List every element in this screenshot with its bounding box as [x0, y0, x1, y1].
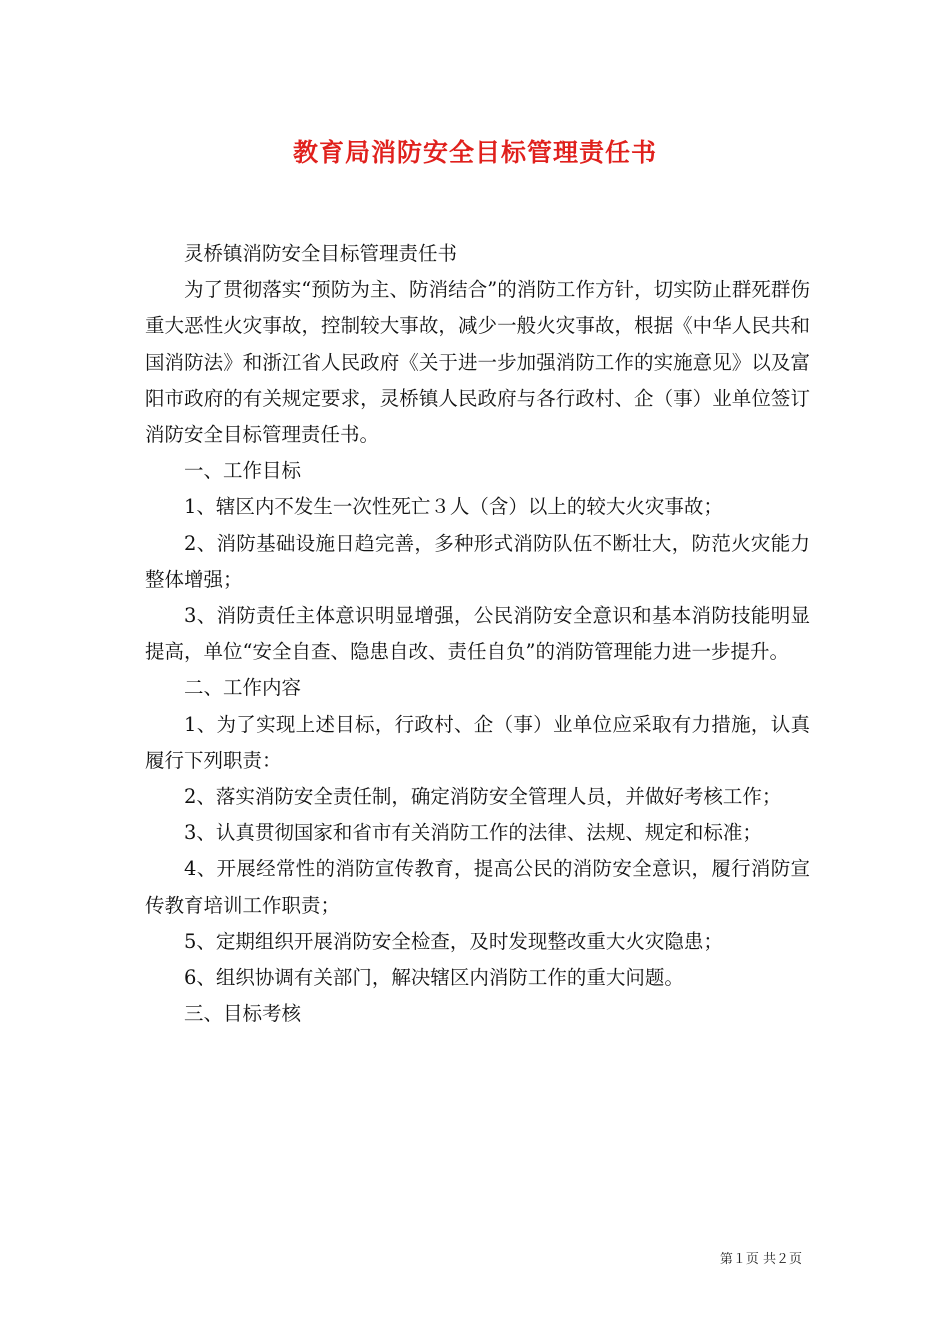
section-heading-goals: 一、工作目标: [184, 459, 302, 483]
paragraph-content-2: 2、落实消防安全责任制，确定消防安全管理人员，并做好考核工作；: [184, 785, 782, 809]
paragraph-content-5: 5、定期组织开展消防安全检查，及时发现整改重大火灾隐患；: [184, 929, 723, 953]
paragraph-goal-1: 1、辖区内不发生一次性死亡３人（含）以上的较大火灾事故；: [184, 495, 723, 519]
section-heading-assessment: 三、目标考核: [184, 1002, 302, 1026]
paragraph-content-3: 3、认真贯彻国家和省市有关消防工作的法律、法规、规定和标准；: [184, 821, 762, 845]
paragraph-goal-3: 3、消防责任主体意识明显增强，公民消防安全意识和基本消防技能明显提高，单位“安全自查、隐患自改、责任自负”的消防管理能力进一步提升。: [145, 604, 810, 664]
document-title: 教育局消防安全目标管理责任书: [292, 138, 657, 167]
paragraph-content-6: 6、组织协调有关部门，解决辖区内消防工作的重大问题。: [184, 966, 684, 990]
paragraph-goal-2: 2、消防基础设施日趋完善，多种形式消防队伍不断壮大，防范火灾能力整体增强；: [145, 531, 810, 591]
paragraph-content-4: 4、开展经常性的消防宣传教育，提高公民的消防安全意识，履行消防宣传教育培训工作职责；: [145, 857, 810, 917]
paragraph-intro: 为了贯彻落实“预防为主、防消结合”的消防工作方针，切实防止群死群伤重大恶性火灾事故，控制较大事故，减少一般火灾事故，根据《中华人民共和国消防法》和浙江省人民政府《关于进一步加强消防工作的实施意见》以及富阳市政府的有关规定要求，灵桥镇人民政府与各行政村、企（事）业单位签订消防安全目标管理责任书。: [145, 278, 810, 447]
document-body: [145, 236, 810, 1032]
section-heading-content: 二、工作内容: [184, 676, 302, 700]
paragraph-content-1: 1、为了实现上述目标，行政村、企（事）业单位应采取有力措施，认真履行下列职责：: [145, 712, 810, 772]
paragraph-subtitle: 灵桥镇消防安全目标管理责任书: [184, 242, 458, 265]
page-number-footer: 第１页 共２页: [719, 1252, 802, 1267]
